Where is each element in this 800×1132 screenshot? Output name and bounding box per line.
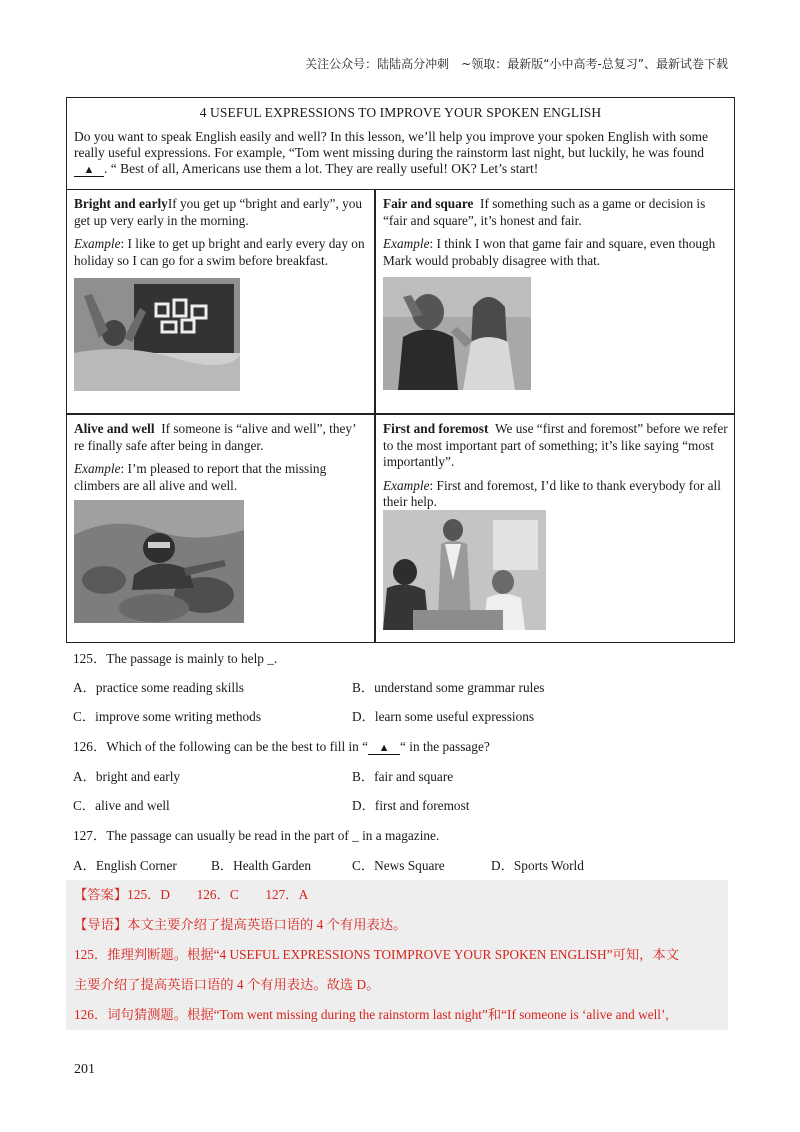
example-text: : I think I won that game fair and square, even though Mark would probably disagree with that.: [383, 236, 716, 268]
q127-option-b: B．Health Garden: [211, 858, 312, 873]
question-125-stem: 125．The passage is mainly to help _.: [73, 651, 278, 666]
q125-option-c: C．improve some writing methods: [73, 709, 261, 724]
example-text: : I’m pleased to report that the missing climbers are all alive and well.: [74, 461, 327, 493]
passage-intro: Do you want to speak English easily and well? In this lesson, we’ll help you improve your spoken English with some really useful expressions. For example, “Tom went missing during the rainstorm last night, but luckily, he was found ▲ . “ Best of all, Americans use them a lot. They are really useful! OK? Let’s start!: [74, 129, 709, 176]
example-text: : I like to get up bright and early every day on holiday so I can go for a swim before breakfast.: [74, 236, 365, 268]
answer-explanation-125: 125．推理判断题。根据“4 USEFUL EXPRESSIONS TOIMPROVE YOUR SPOKEN ENGLISH”可知，本文: [74, 947, 680, 962]
passage-intro-section: [67, 98, 734, 190]
question-127-stem: 127．The passage can usually be read in the part of _ in a magazine.: [73, 828, 440, 843]
example-label: Example: [74, 461, 121, 476]
q126-option-c: C．alive and well: [73, 798, 170, 813]
photo-woman-waking-up: [74, 278, 240, 391]
q125-option-d: D．learn some useful expressions: [352, 709, 535, 724]
expression-term: Alive and well: [74, 421, 155, 436]
q126-option-b: B．fair and square: [352, 769, 454, 784]
page-header: 关注公众号：陆陆高分冲刺 ~领取：最新版“小中高考-总复习”、最新试卷下载: [305, 57, 728, 71]
passage-title: 4 USEFUL EXPRESSIONS TO IMPROVE YOUR SPOKEN ENGLISH: [199, 105, 602, 120]
q127-option-c: C．News Square: [352, 858, 445, 873]
q127-option-a: A．English Corner: [73, 858, 177, 873]
answer-explanation-126: 126．词句猜测题。根据“Tom went missing during the rainstorm last night”和“If someone is ‘alive and well’,: [74, 1007, 669, 1022]
page-number: 201: [74, 1062, 95, 1077]
expression-term: Fair and square: [383, 196, 474, 211]
expression-term: First and foremost: [383, 421, 489, 436]
answer-explanation-125-cont: 主要介绍了提高英语口语的 4 个有用表达。故选 D。: [74, 977, 380, 992]
q127-option-d: D．Sports World: [491, 858, 584, 873]
photo-climber-on-rocks: [74, 500, 244, 623]
question-126-stem: 126．Which of the following can be the best to fill in “ ▲ “ in the passage?: [73, 739, 490, 754]
q125-option-a: A．practice some reading skills: [73, 680, 244, 695]
example-label: Example: [74, 236, 121, 251]
q126-option-a: A．bright and early: [73, 769, 181, 784]
q125-option-b: B．understand some grammar rules: [352, 680, 545, 695]
blank-marker: ▲: [368, 742, 400, 755]
example-label: Example: [383, 236, 430, 251]
expression-definition: We use “first and foremost” before we refer to the most important part of something; it’s like saying “most importantly”.: [383, 421, 728, 469]
example-text: : First and foremost, I’d like to thank everybody for all their help.: [383, 477, 721, 509]
blank-marker: ▲: [74, 164, 104, 177]
answer-intro: 【导语】本文主要介绍了提高英语口语的 4 个有用表达。: [74, 917, 407, 932]
expression-term: Bright and early: [74, 196, 168, 211]
passage-box: [66, 97, 735, 643]
answer-key: 【答案】125．D 126．C 127．A: [74, 887, 309, 902]
example-label: Example: [383, 477, 430, 493]
expression-definition: If someone is “alive and well”, they’ re finally safe after being in danger.: [74, 421, 356, 453]
expression-definition: If something such as a game or decision is “fair and square”, it’s honest and fair.: [383, 196, 706, 228]
expression-definition: If you get up “bright and early”, you get up very early in the morning.: [74, 196, 363, 228]
photo-two-people-arguing: [383, 277, 531, 390]
q126-option-d: D．first and foremost: [352, 798, 470, 813]
photo-business-meeting: [383, 510, 546, 630]
